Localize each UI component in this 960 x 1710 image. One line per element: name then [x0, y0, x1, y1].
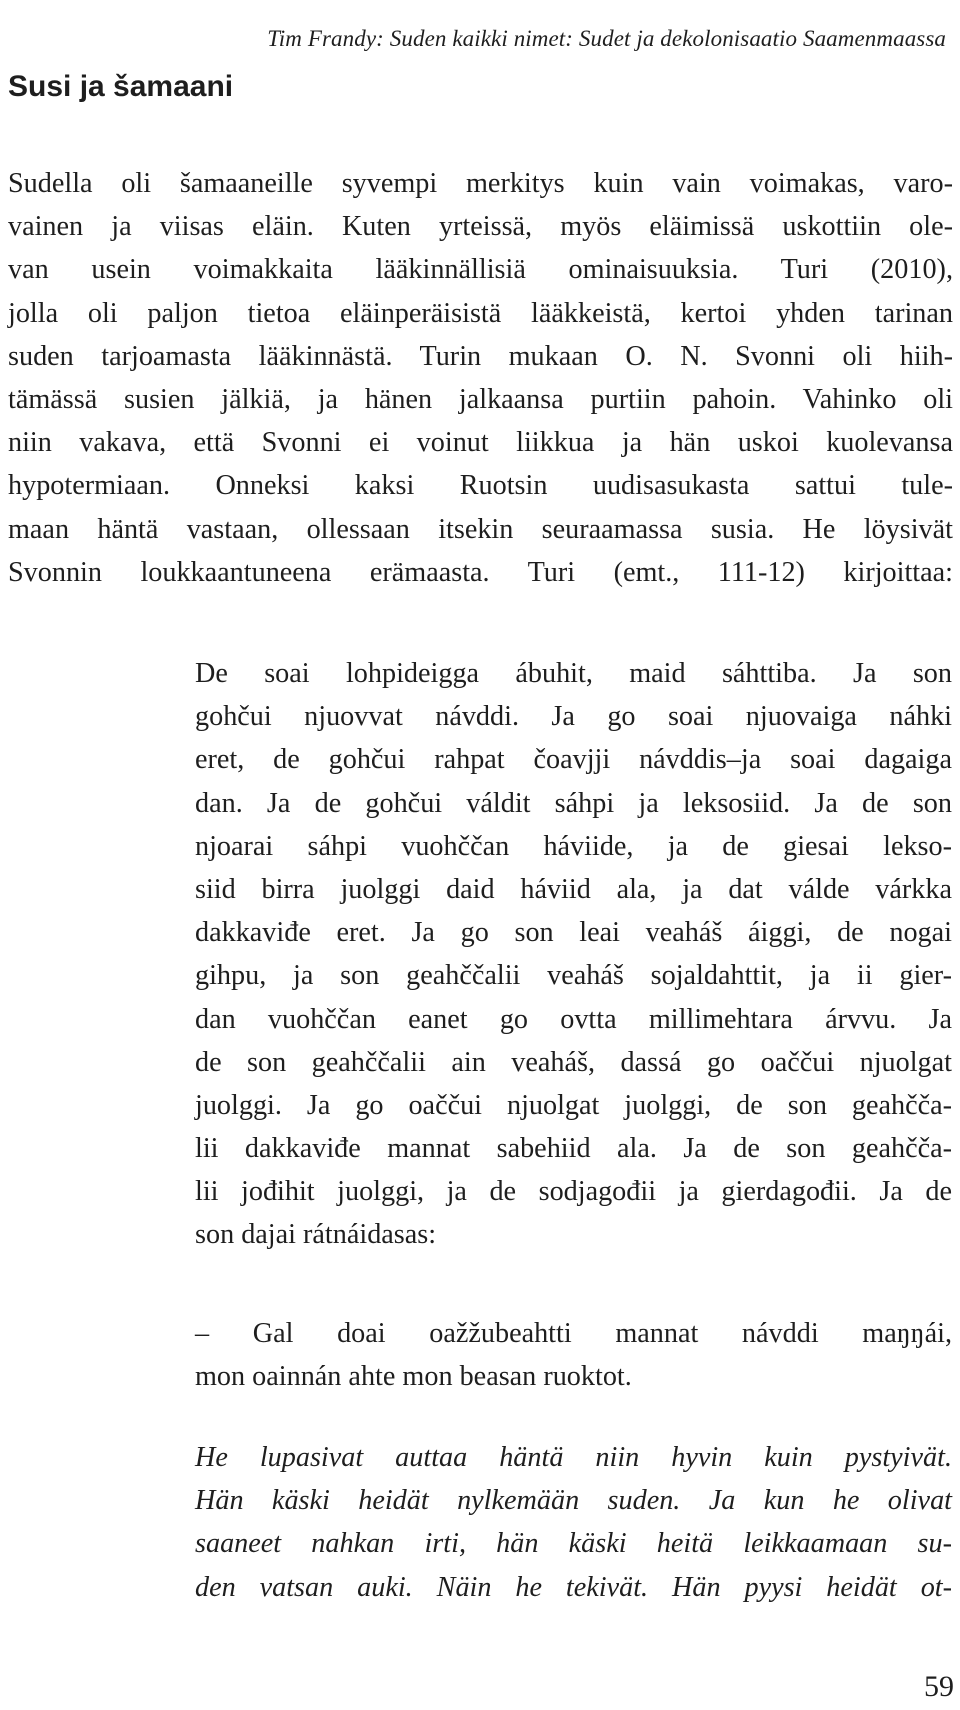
quote-line: siid birra juolggi daid háviid ala, ja dat válde várkka	[195, 873, 952, 905]
translation-line: Hän käski heidät nylkemään suden. Ja kun he olivat	[195, 1485, 952, 1517]
body-paragraph	[8, 162, 953, 594]
quote-line: lii jođihit juolggi, ja de sodjagođii ja gierdagođii. Ja de	[195, 1176, 952, 1208]
body-line: maan häntä vastaan, ollessaan itsekin seuraamassa susia. He löysivät	[8, 513, 953, 545]
body-line: van usein voimakkaita lääkinnällisiä ominaisuuksia. Turi (2010),	[8, 254, 953, 286]
block-quote-dialog	[195, 1312, 952, 1398]
translation-line: saaneet nahkan irti, hän käski heitä leikkaamaan su-	[195, 1528, 952, 1560]
quote-line: De soai lohpideigga ábuhit, maid sáhttiba. Ja son	[195, 658, 952, 689]
quote-line: eret, de gohčui rahpat čoavjji návddis–ja soai dagaiga	[195, 744, 952, 776]
body-line: hypotermiaan. Onneksi kaksi Ruotsin uudisasukasta sattui tule-	[8, 470, 953, 502]
translation-line: He lupasivat auttaa häntä niin hyvin kuin pystyivät.	[195, 1442, 952, 1473]
quote-line: gihpu, ja son geahččalii veaháš sojaldahttit, ja ii gier-	[195, 960, 952, 992]
quote-line: dakkaviđe eret. Ja go son leai veaháš áiggi, de nogai	[195, 917, 952, 949]
quote-line: gohčui njuovvat návddi. Ja go soai njuovaiga náhki	[195, 701, 952, 733]
block-quote-saami	[195, 652, 952, 1257]
quote-line: dan. Ja de gohčui váldit sáhpi ja leksosiid. Ja de son	[195, 787, 952, 819]
quote-line: njoarai sáhpi vuohččan háviide, ja de giesai lekso-	[195, 830, 952, 862]
body-line: jolla oli paljon tietoa eläinperäisistä lääkkeistä, kertoi yhden tarinan	[8, 297, 953, 329]
body-line: suden tarjoamasta lääkinnästä. Turin mukaan O. N. Svonni oli hiih-	[8, 340, 953, 372]
section-heading: Susi ja šamaani	[8, 70, 234, 103]
quote-line: dan vuohččan eanet go ovtta millimehtara árvvu. Ja	[195, 1003, 952, 1035]
quote-line: lii dakkaviđe mannat sabehiid ala. Ja de son geahčča-	[195, 1133, 952, 1165]
quote-line: de son geahččalii ain veaháš, dassá go oaččui njuolgat	[195, 1046, 952, 1078]
quote-line: juolggi. Ja go oaččui njuolgat juolggi, de son geahčča-	[195, 1089, 952, 1121]
running-header: Tim Frandy: Suden kaikki nimet: Sudet ja dekolonisaatio Saamenmaassa	[267, 26, 946, 51]
body-line: Sudella oli šamaaneille syvempi merkitys kuin vain voimakas, varo-	[8, 168, 953, 199]
dialog-line: mon oainnán ahte mon beasan ruoktot.	[195, 1361, 632, 1393]
block-quote-translation	[195, 1436, 952, 1609]
translation-line: den vatsan auki. Näin he tekivät. Hän pyysi heidät ot-	[195, 1571, 952, 1603]
body-line: tämässä susien jälkiä, ja hänen jalkaansa purtiin pahoin. Vahinko oli	[8, 383, 953, 415]
page-number: 59	[924, 1670, 954, 1703]
body-line: vainen ja viisas eläin. Kuten yrteissä, myös eläimissä uskottiin ole-	[8, 211, 953, 243]
body-line: niin vakava, että Svonni ei voinut liikkua ja hän uskoi kuolevansa	[8, 427, 953, 459]
quote-line: son dajai rátnáidasas:	[195, 1219, 437, 1251]
dialog-line: – Gal doai oažžubeahtti mannat návddi maŋŋái,	[195, 1318, 952, 1349]
body-line: Svonnin loukkaantuneena erämaasta. Turi (emt., 111-12) kirjoittaa:	[8, 556, 953, 588]
